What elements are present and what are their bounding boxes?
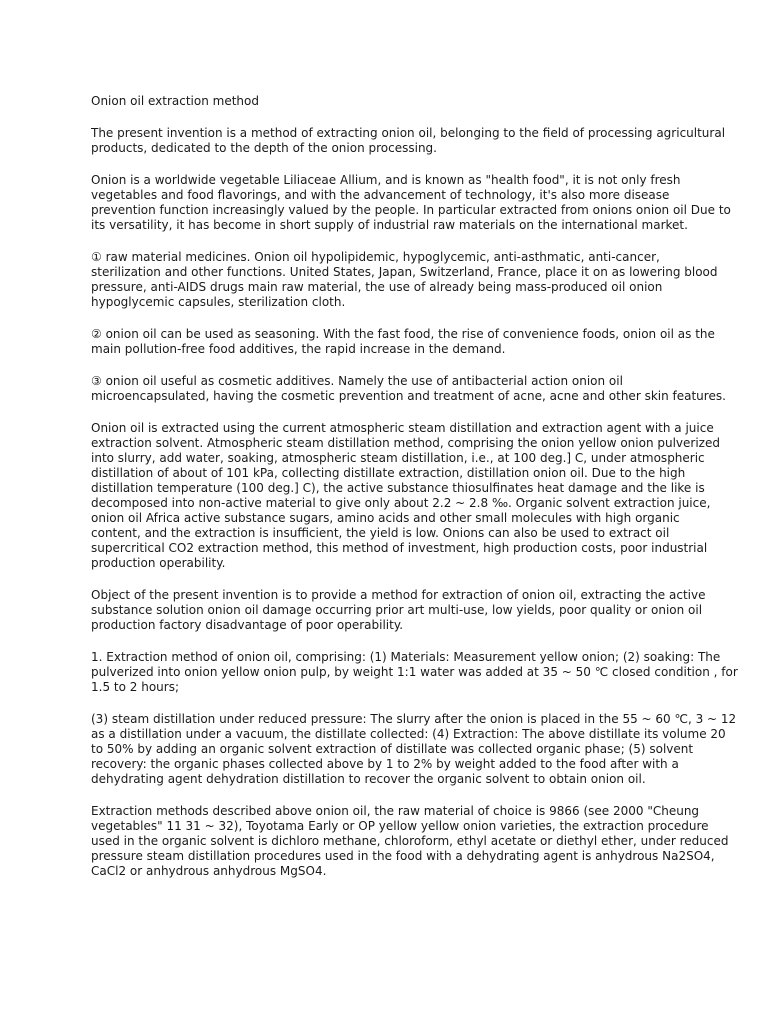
paragraph-line: pressure steam distillation procedures used in the food with a dehydrating agent is anhydrous Na2SO4,	[91, 849, 715, 863]
paragraph-line: 1.5 to 2 hours;	[91, 680, 179, 694]
paragraph-line: The present invention is a method of extracting onion oil, belonging to the field of processing agricultural	[91, 126, 726, 140]
paragraph-line: to 50% by adding an organic solvent extraction of distillate was collected organic phase; (5) solvent	[91, 742, 694, 756]
paragraph-line: distillation temperature (100 deg.] C), the active substance thiosulfinates heat damage and the like is	[91, 481, 705, 495]
document-title: Onion oil extraction method	[91, 94, 259, 108]
paragraph-1	[91, 126, 726, 156]
paragraph-5	[91, 374, 726, 404]
paragraph-10	[91, 804, 729, 879]
paragraph-2	[91, 173, 731, 233]
paragraph-line: products, dedicated to the depth of the onion processing.	[91, 141, 437, 155]
paragraph-line: hypoglycemic capsules, sterilization cloth.	[91, 295, 346, 309]
paragraph-3	[91, 250, 718, 310]
paragraph-line: sterilization and other functions. United States, Japan, Switzerland, France, place it on as lowering blood	[91, 265, 718, 279]
paragraph-line: into slurry, add water, soaking, atmospheric steam distillation, i.e., at 100 deg.] C, under atmospheric	[91, 451, 705, 465]
document-page	[91, 94, 738, 896]
paragraph-line: Onion oil is extracted using the current atmospheric steam distillation and extraction agent with a juice	[91, 421, 714, 435]
paragraph-line: Object of the present invention is to provide a method for extraction of onion oil, extracting the active	[91, 588, 706, 602]
paragraph-line: Extraction methods described above onion oil, the raw material of choice is 9866 (see 2000 "Cheung	[91, 804, 700, 818]
paragraph-line: production operability.	[91, 556, 226, 570]
paragraph-line: onion oil Africa active substance sugars, amino acids and other small molecules with high organic	[91, 511, 680, 525]
paragraph-line: (3) steam distillation under reduced pressure: The slurry after the onion is placed in the 55 ~ 60 ℃, 3 ~ 12	[91, 712, 737, 726]
paragraph-line: recovery: the organic phases collected above by 1 to 2% by weight added to the food after with a	[91, 757, 679, 771]
paragraph-line: pulverized into onion yellow onion pulp, by weight 1:1 water was added at 35 ~ 50 ℃ closed condition , for	[91, 665, 738, 679]
paragraph-line: CaCl2 or anhydrous anhydrous MgSO4.	[91, 864, 327, 878]
paragraph-line: microencapsulated, having the cosmetic prevention and treatment of acne, acne and other skin features.	[91, 389, 726, 403]
paragraph-line: main pollution-free food additives, the rapid increase in the demand.	[91, 342, 506, 356]
paragraph-7	[91, 588, 706, 633]
paragraph-8	[91, 650, 738, 695]
paragraph-line: as a distillation under a vacuum, the distillate collected: (4) Extraction: The above distillate its volume 20	[91, 727, 726, 741]
paragraph-line: vegetables" 11 31 ~ 32), Toyotama Early or OP yellow yellow onion varieties, the extraction procedure	[91, 819, 709, 833]
paragraph-line: ② onion oil can be used as seasoning. With the fast food, the rise of convenience foods, onion oil as the	[91, 327, 715, 341]
paragraph-line: used in the organic solvent is dichloro methane, chloroform, ethyl acetate or diethyl ether, under reduced	[91, 834, 729, 848]
paragraph-line: distillation of about of 101 kPa, collecting distillate extraction, distillation onion oil. Due to the high	[91, 466, 686, 480]
paragraph-line: content, and the extraction is insufficient, the yield is low. Onions can also be used to extract oil	[91, 526, 670, 540]
paragraph-line: its versatility, it has become in short supply of industrial raw materials on the international market.	[91, 218, 688, 232]
paragraph-line: vegetables and food flavorings, and with the advancement of technology, it's also more disease	[91, 188, 670, 202]
paragraph-9	[91, 712, 737, 787]
paragraph-line: substance solution onion oil damage occurring prior art multi-use, low yields, poor quality or onion oil	[91, 603, 703, 617]
paragraph-line: ① raw material medicines. Onion oil hypolipidemic, hypoglycemic, anti-asthmatic, anti-cancer,	[91, 250, 660, 264]
paragraph-line: 1. Extraction method of onion oil, comprising: (1) Materials: Measurement yellow onion; (2) soaking: The	[91, 650, 721, 664]
paragraph-line: extraction solvent. Atmospheric steam distillation method, comprising the onion yellow onion pulverized	[91, 436, 720, 450]
paragraph-line: supercritical CO2 extraction method, this method of investment, high production costs, poor industrial	[91, 541, 708, 555]
paragraph-line: production factory disadvantage of poor operability.	[91, 618, 404, 632]
paragraph-line: ③ onion oil useful as cosmetic additives. Namely the use of antibacterial action onion oil	[91, 374, 623, 388]
paragraph-line: Onion is a worldwide vegetable Liliaceae Allium, and is known as "health food", it is not only fresh	[91, 173, 681, 187]
paragraph-line: dehydrating agent dehydration distillation to recover the organic solvent to obtain onion oil.	[91, 772, 646, 786]
paragraph-6	[91, 421, 720, 571]
paragraph-line: pressure, anti-AIDS drugs main raw material, the use of already being mass-produced oil onion	[91, 280, 663, 294]
paragraph-line: decomposed into non-active material to give only about 2.2 ~ 2.8 ‰. Organic solvent extraction juice,	[91, 496, 711, 510]
paragraph-4	[91, 327, 715, 357]
paragraph-line: prevention function increasingly valued by the people. In particular extracted from onions onion oil Due to	[91, 203, 731, 217]
